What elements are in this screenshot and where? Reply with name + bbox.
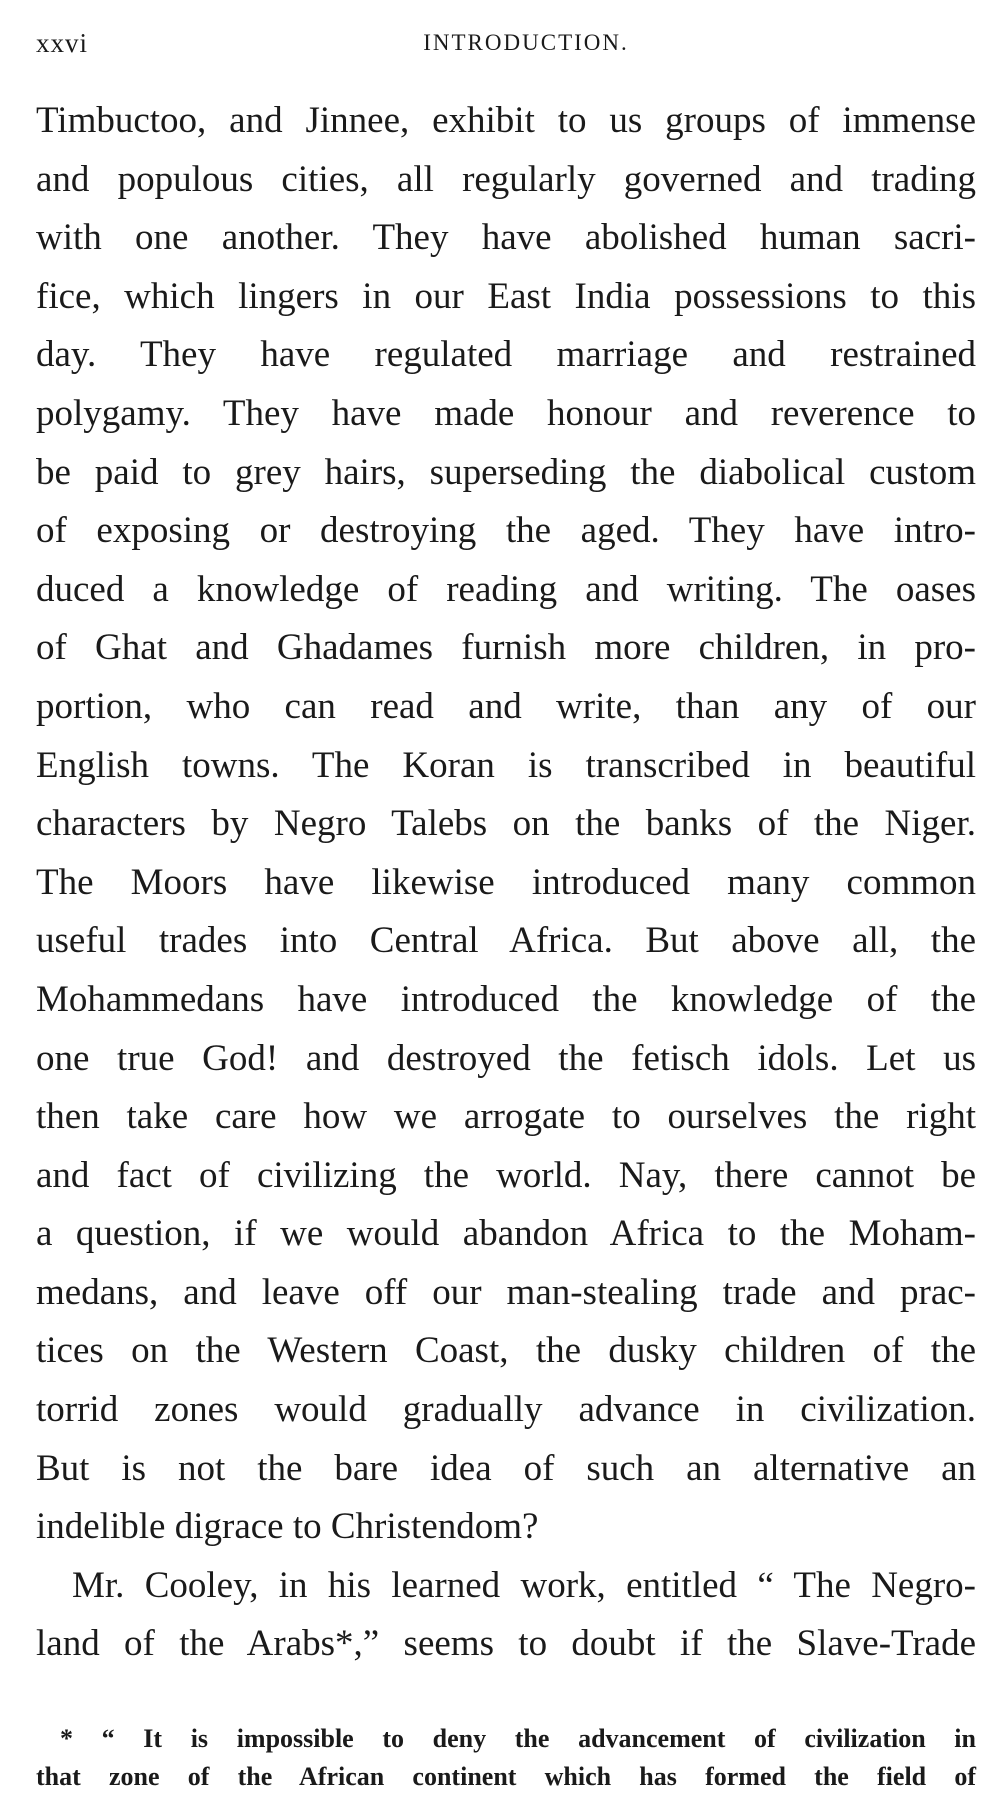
text-line: useful trades into Central Africa. But above all, the <box>36 920 976 962</box>
footnote <box>36 1720 976 1796</box>
text-line: torrid zones would gradually advance in civilization. <box>36 1389 976 1431</box>
body-text <box>36 92 976 1674</box>
page-number: xxvi <box>36 28 89 58</box>
text-line: of Ghat and Ghadames furnish more children, in pro- <box>36 627 976 669</box>
text-line: English towns. The Koran is transcribed in beautiful <box>36 744 976 786</box>
text-line: a question, if we would abandon Africa to the Moham- <box>36 1213 976 1255</box>
text-line: portion, who can read and write, than any of our <box>36 685 976 727</box>
page-header <box>36 28 976 68</box>
text-line: Mohammedans have introduced the knowledge of the <box>36 978 976 1020</box>
text-line: and populous cities, all regularly governed and trading <box>36 158 976 200</box>
text-line: The Moors have likewise introduced many common <box>36 861 976 903</box>
text-line: day. They have regulated marriage and restrained <box>36 334 976 376</box>
text-line: polygamy. They have made honour and reverence to <box>36 392 976 434</box>
text-line: one true God! and destroyed the fetisch idols. Let us <box>36 1037 976 1079</box>
text-line: Mr. Cooley, in his learned work, entitled “ The Negro- <box>72 1564 976 1606</box>
text-line: medans, and leave off our man-stealing trade and prac- <box>36 1271 976 1313</box>
text-line: be paid to grey hairs, superseding the diabolical custom <box>36 451 976 493</box>
text-line: characters by Negro Talebs on the banks of the Niger. <box>36 803 976 845</box>
text-line: and fact of civilizing the world. Nay, there cannot be <box>36 1154 976 1196</box>
text-line: duced a knowledge of reading and writing. The oases <box>36 568 976 610</box>
text-line: tices on the Western Coast, the dusky children of the <box>36 1330 976 1372</box>
text-line: But is not the bare idea of such an alternative an <box>36 1447 976 1489</box>
text-line: then take care how we arrogate to ourselves the right <box>36 1096 976 1138</box>
footnote-line: that zone of the African continent which has formed the field of <box>36 1762 976 1791</box>
text-line: indelible digrace to Christendom? <box>36 1506 539 1548</box>
text-line: land of the Arabs*,” seems to doubt if the Slave-Trade <box>36 1623 976 1665</box>
footnote-line: * “ It is impossible to deny the advancement of civilization in <box>60 1724 976 1753</box>
text-line: with one another. They have abolished human sacri- <box>36 217 976 259</box>
running-head: INTRODUCTION. <box>423 30 629 55</box>
text-line: fice, which lingers in our East India possessions to this <box>36 275 976 317</box>
text-line: Timbuctoo, and Jinnee, exhibit to us groups of immense <box>36 100 976 141</box>
text-line: of exposing or destroying the aged. They have intro- <box>36 510 976 552</box>
